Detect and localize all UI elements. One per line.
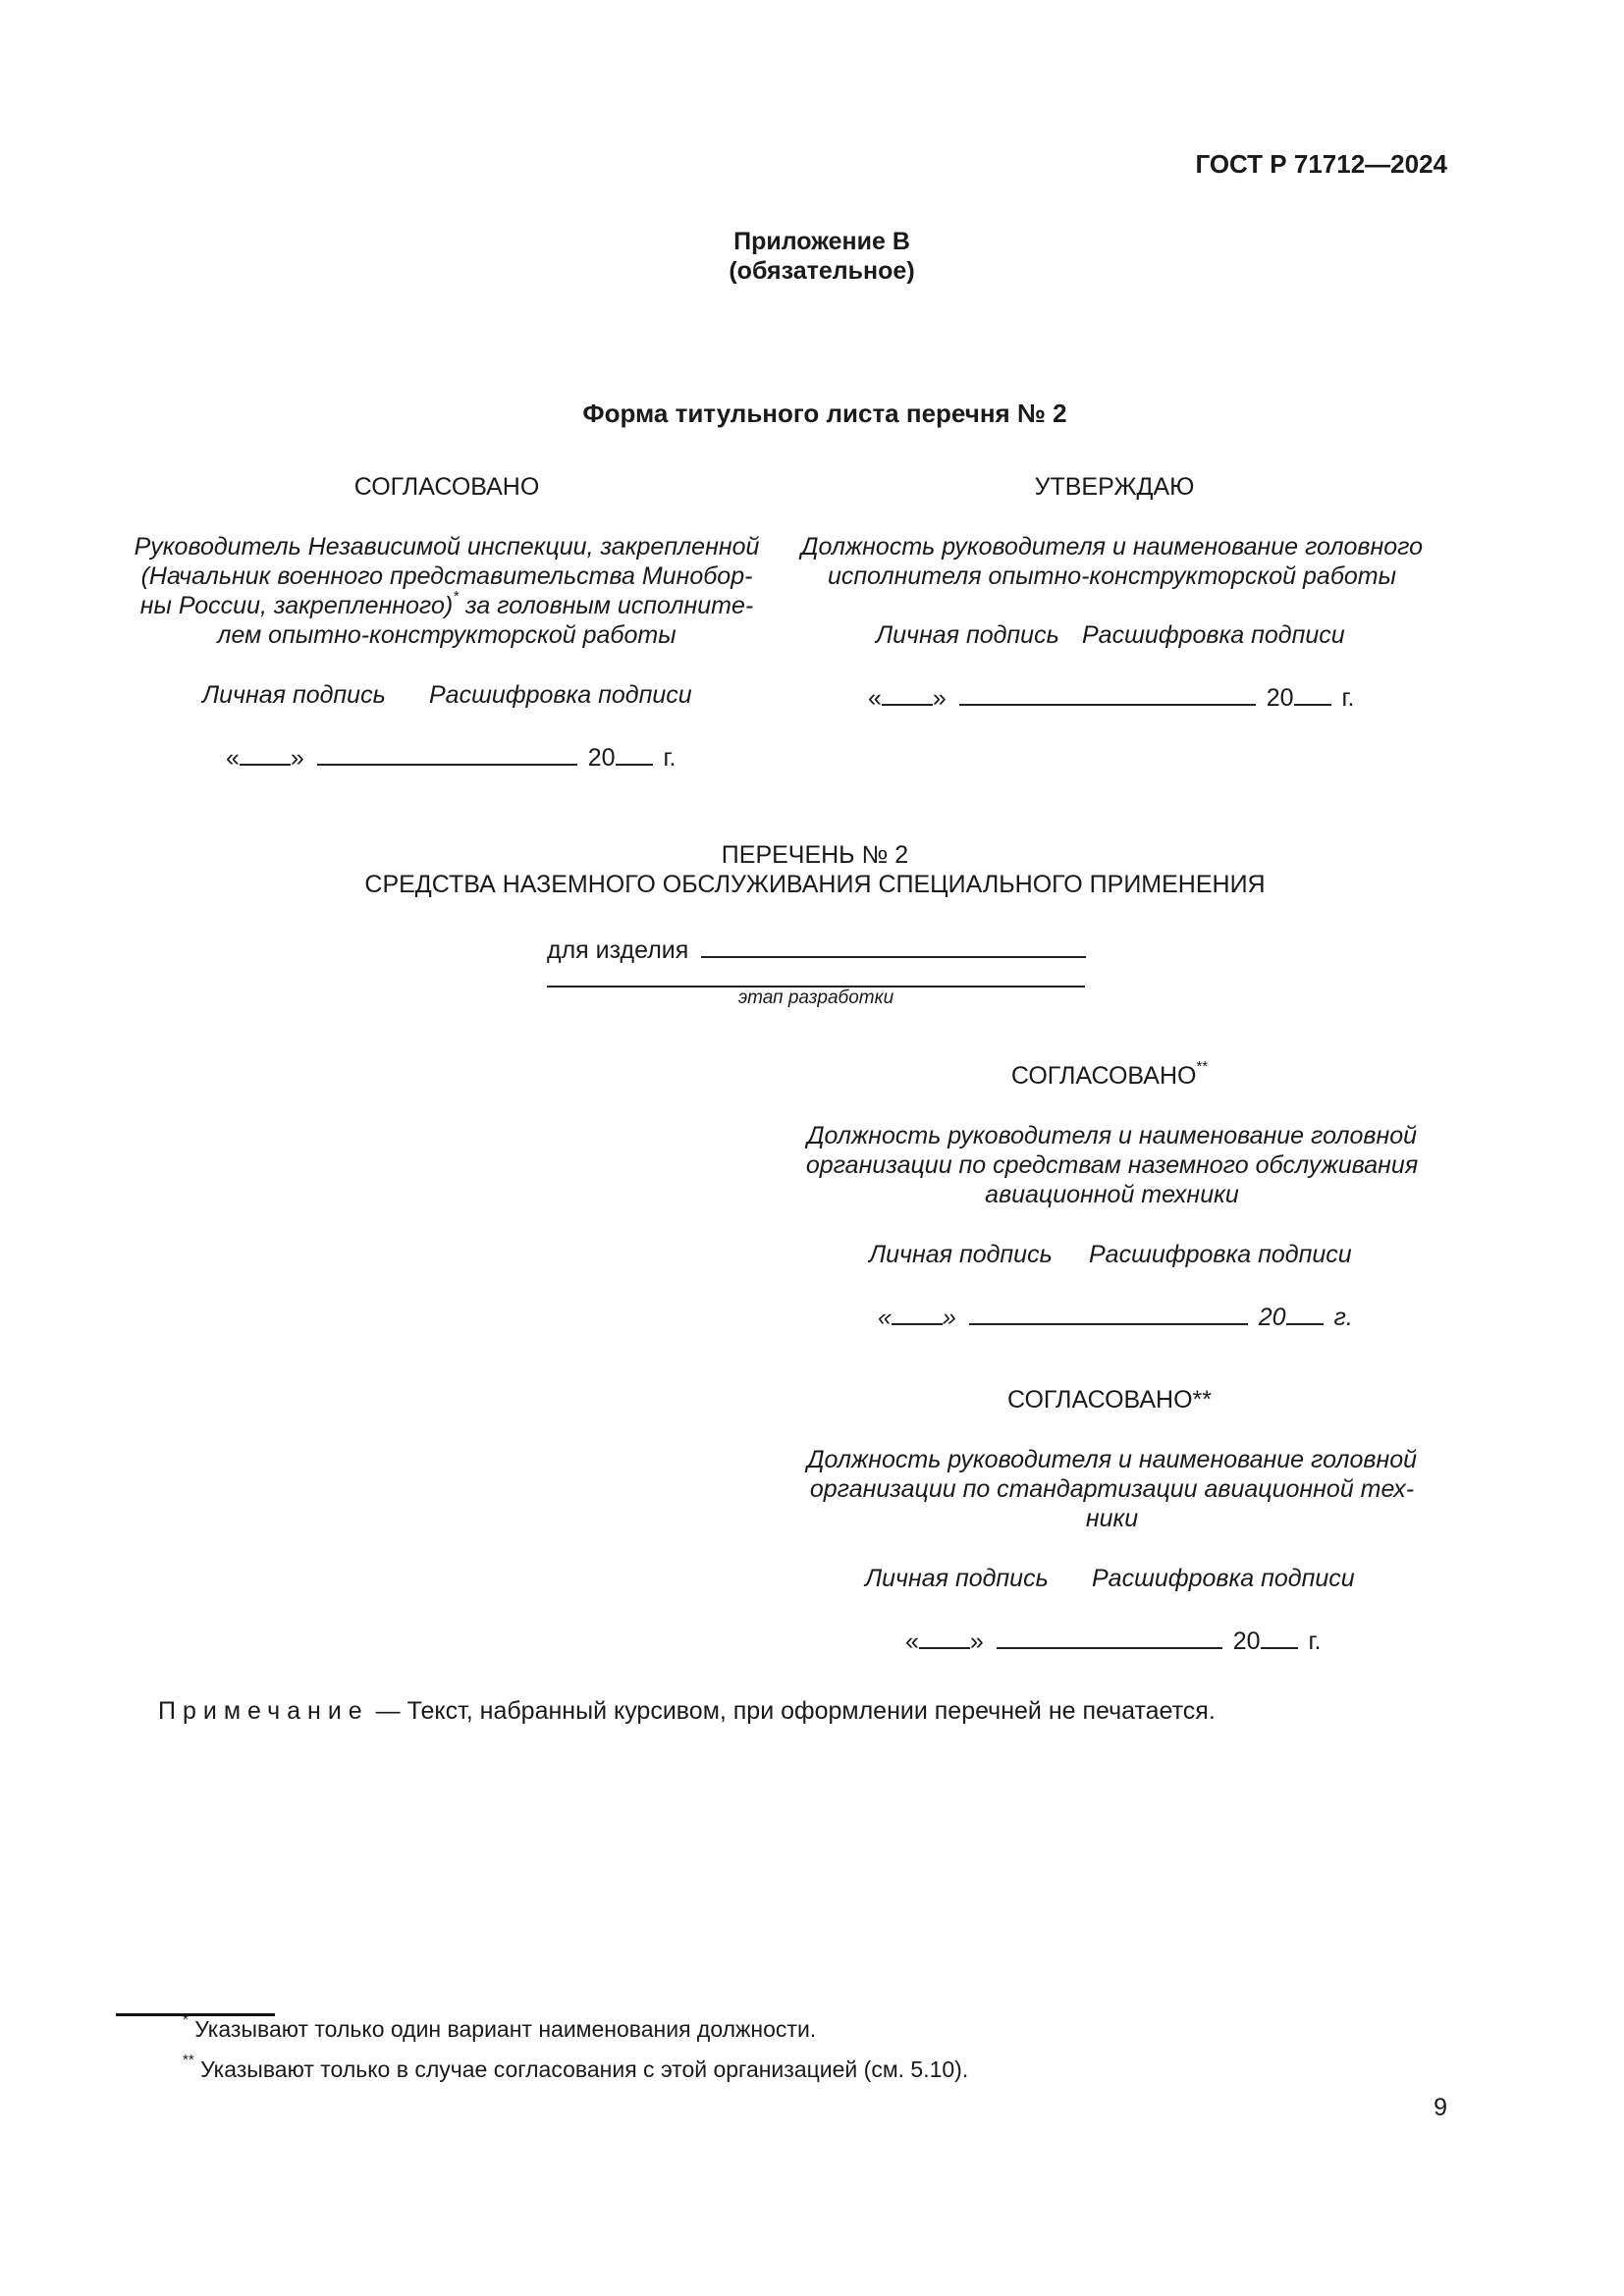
agreement-2-position	[785, 1445, 1438, 1533]
note	[158, 1696, 1216, 1726]
list-title: ПЕРЕЧЕНЬ № 2	[721, 841, 909, 869]
day-blank	[919, 1624, 970, 1649]
right-decode-label: Расшифровка подписи	[1082, 621, 1345, 649]
year-suffix: г.	[663, 744, 677, 772]
footnote-2-text: Указывают только в случае согласования с этой организацией (см. 5.10).	[200, 2056, 969, 2082]
agreement-1-line-1: Должность руководителя и наименование головной	[806, 1122, 1418, 1149]
note-label: Примечание	[158, 1697, 369, 1725]
right-position-line-2: исполнителя опытно-конструкторской работы	[827, 562, 1397, 590]
right-sign-label: Личная подпись	[876, 621, 1059, 649]
year-suffix: г.	[1333, 1304, 1353, 1331]
note-text: — Текст, набранный курсивом, при оформлении перечней не печатается.	[368, 1697, 1216, 1725]
agreement-1-line-2: организации по средствам наземного обслуживания	[805, 1151, 1419, 1179]
month-blank	[317, 740, 577, 766]
stage-caption: этап разработки	[737, 988, 894, 1008]
year-prefix: 20	[587, 744, 616, 772]
right-date-line	[868, 680, 1355, 713]
right-block-heading: УТВЕРЖДАЮ	[1034, 473, 1195, 501]
month-blank	[969, 1300, 1248, 1325]
left-position-line-3a: ны России, закрепленного)	[139, 592, 454, 619]
footnote-2-mark: **	[183, 2052, 194, 2069]
agreement-2-line-2: организации по стандартизации авиационной тех-	[809, 1475, 1415, 1503]
agreement-2-line-1: Должность руководителя и наименование головной	[806, 1446, 1418, 1473]
left-date-line	[226, 740, 677, 773]
date-open-quote: «	[878, 1304, 892, 1331]
date-close-quote: »	[932, 684, 947, 712]
document-code: ГОСТ Р 71712—2024	[1195, 149, 1447, 179]
right-block-position	[785, 532, 1438, 591]
left-position-line-3	[128, 587, 766, 620]
left-position-line-1: Руководитель Независимой инспекции, закрепленной	[134, 533, 760, 561]
appendix-title-text: Приложение В	[733, 228, 910, 255]
year-blank	[1294, 680, 1331, 706]
footnote-2	[183, 2052, 969, 2083]
page-number: 9	[1434, 2094, 1447, 2121]
date-open-quote: «	[868, 684, 882, 712]
left-block-heading: СОГЛАСОВАНО	[353, 473, 540, 501]
day-blank	[240, 740, 291, 766]
agreement-1-heading-text: СОГЛАСОВАНО	[1010, 1062, 1197, 1090]
year-suffix: г.	[1308, 1628, 1322, 1655]
footnote-1-mark: *	[183, 2011, 189, 2029]
for-item-line	[547, 933, 1086, 965]
agreement-2-decode-label: Расшифровка подписи	[1092, 1565, 1355, 1592]
year-suffix: г.	[1341, 684, 1355, 712]
agreement-1-position	[785, 1121, 1438, 1209]
date-close-quote: »	[969, 1628, 984, 1655]
date-open-quote: «	[905, 1628, 919, 1655]
agreement-2-sign-label: Личная подпись	[865, 1565, 1049, 1592]
left-position-line-3b: за головным исполните-	[459, 592, 754, 619]
agreement-2-line-3: ники	[1085, 1505, 1139, 1532]
year-blank	[1286, 1300, 1324, 1325]
left-position-line-2: (Начальник военного представительства Минобор-	[140, 562, 753, 590]
year-blank	[616, 740, 653, 766]
list-heading	[324, 840, 1306, 899]
appendix-title	[0, 227, 1624, 286]
list-subtitle: СРЕДСТВА НАЗЕМНОГО ОБСЛУЖИВАНИЯ СПЕЦИАЛЬНОГО ПРИМЕНЕНИЯ	[364, 871, 1266, 898]
footnote-mark-single: *	[453, 587, 460, 605]
date-close-quote: »	[290, 744, 304, 772]
month-blank	[997, 1624, 1222, 1649]
agreement-1-decode-label: Расшифровка подписи	[1089, 1241, 1352, 1268]
left-block-position	[128, 532, 766, 650]
footnote-1	[183, 2011, 817, 2043]
agreement-1-sign-label: Личная подпись	[869, 1241, 1053, 1268]
footnote-1-text: Указывают только один вариант наименования должности.	[194, 2016, 817, 2042]
date-open-quote: «	[226, 744, 240, 772]
day-blank	[892, 1300, 943, 1325]
left-position-line-4: лем опытно-конструкторской работы	[217, 621, 677, 649]
for-item-label: для изделия	[547, 936, 689, 964]
left-sign-label: Личная подпись	[202, 681, 386, 709]
month-blank	[959, 680, 1256, 706]
form-title: Форма титульного листа перечня № 2	[582, 399, 1067, 428]
year-prefix: 20	[1266, 684, 1294, 712]
agreement-1-date-line	[878, 1300, 1353, 1332]
year-prefix: 20	[1232, 1628, 1261, 1655]
right-position-line-1: Должность руководителя и наименование головного	[800, 533, 1424, 561]
footnote-mark-double: **	[1196, 1057, 1209, 1075]
year-prefix: 20	[1258, 1304, 1286, 1331]
year-blank	[1261, 1624, 1298, 1649]
appendix-status: (обязательное)	[729, 257, 915, 285]
agreement-1-line-3: авиационной техники	[985, 1181, 1239, 1208]
agreement-2-heading: СОГЛАСОВАНО**	[1006, 1386, 1213, 1414]
agreement-2-date-line	[905, 1624, 1322, 1656]
agreement-1-heading	[933, 1057, 1286, 1091]
left-decode-label: Расшифровка подписи	[429, 681, 692, 709]
item-name-blank	[701, 933, 1086, 958]
day-blank	[882, 680, 933, 706]
date-close-quote: »	[942, 1304, 956, 1331]
